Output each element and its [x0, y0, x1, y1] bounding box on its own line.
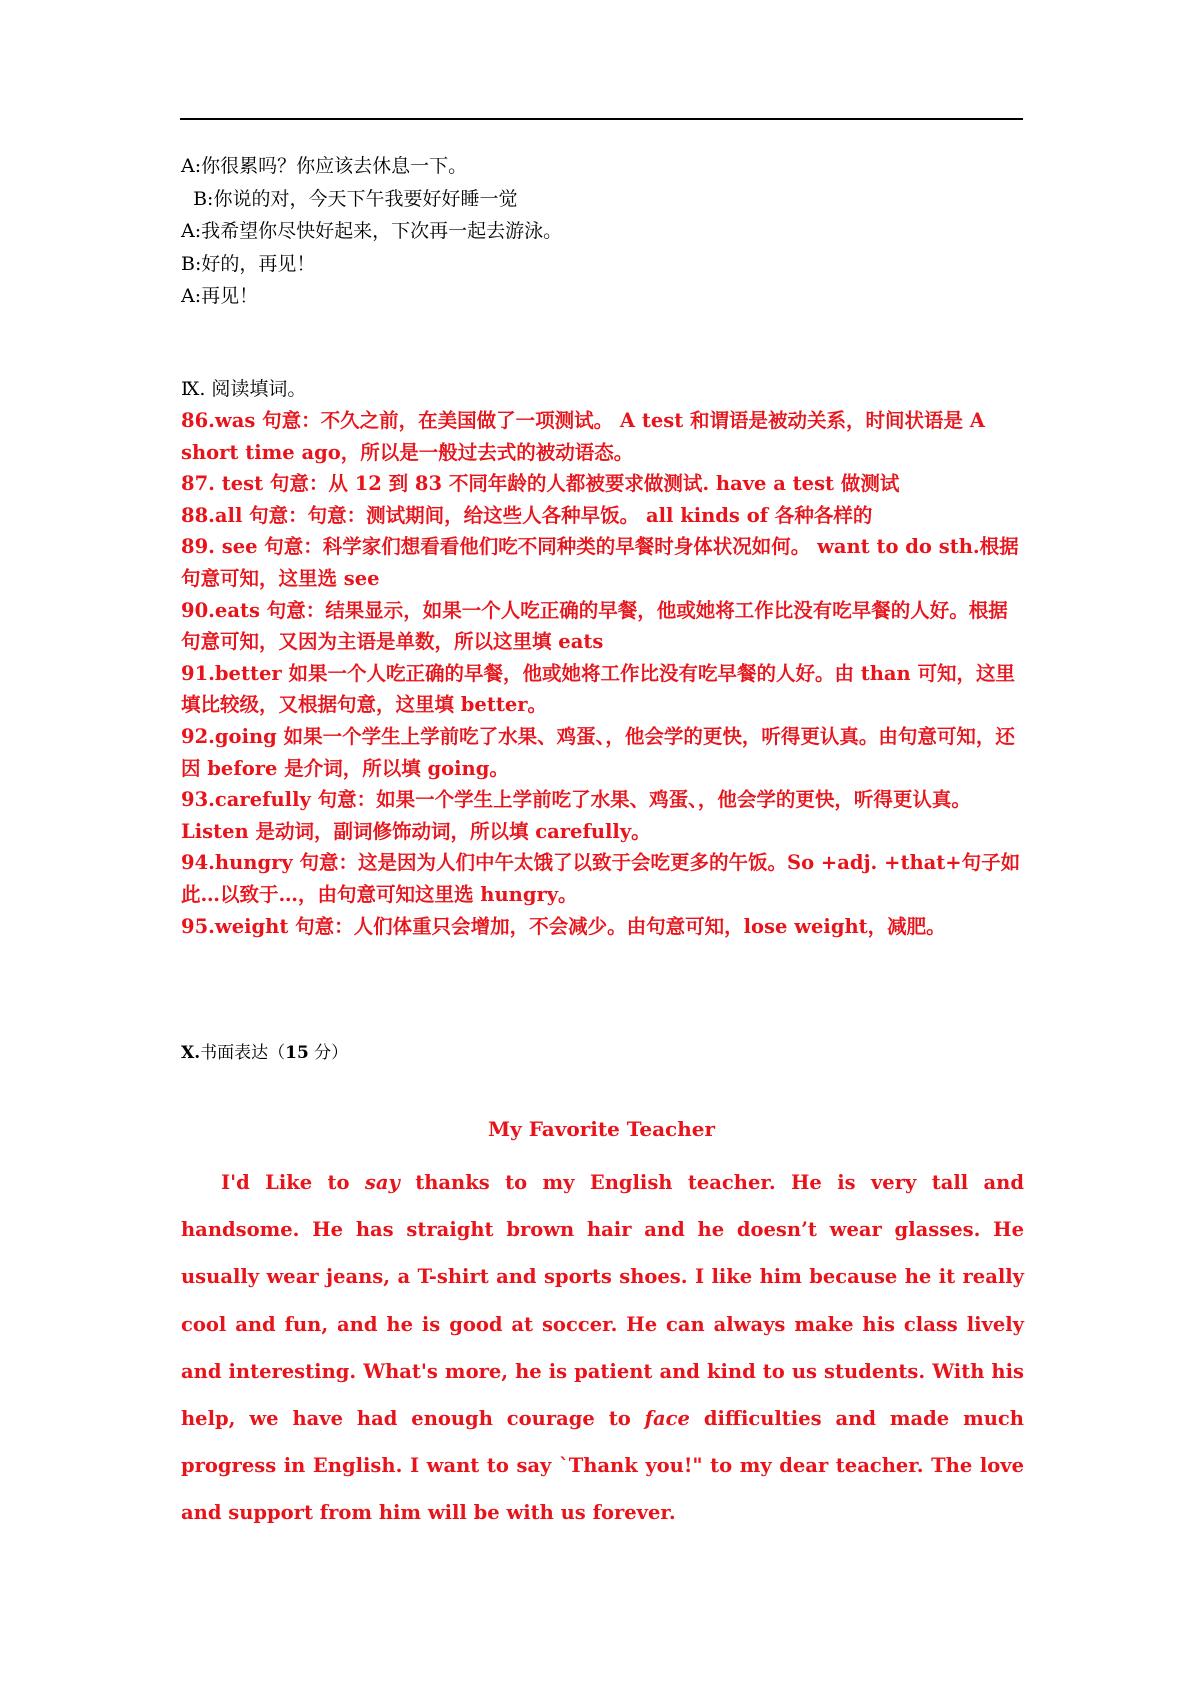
section-10-title: 书面表达（ — [200, 1043, 286, 1063]
answer-95: 95.weight 句意：人们体重只会增加，不会减少。由句意可知，lose weight，减肥。 — [181, 914, 946, 938]
section-10-unit: 分） — [308, 1043, 349, 1063]
dialog-translation — [181, 150, 562, 313]
section-10-heading — [181, 1040, 348, 1066]
answer-94: 94.hungry 句意：这是因为人们中午太饿了以致于会吃更多的午饭。So +adj. +that+句子如此…以致于…，由句意可知这里选 hungry。 — [181, 851, 1021, 906]
section-10-number: X. — [181, 1043, 201, 1063]
dialog-line: A:再见！ — [181, 285, 259, 307]
essay-italic-word: face — [644, 1407, 690, 1431]
dialog-line: B:你说的对，今天下午我要好好睡一觉 — [181, 187, 518, 210]
dialog-line: B:好的，再见！ — [181, 252, 316, 275]
answer-91: 91.better 如果一个人吃正确的早餐，他或她将工作比没有吃早餐的人好。由 than 可知，这里填比较级，又根据句意，这里填 better。 — [181, 661, 1016, 717]
essay-title: My Favorite Teacher — [487, 1117, 716, 1141]
section-9-heading: Ⅸ. 阅读填词。 — [181, 378, 307, 400]
section-9-answers — [181, 405, 1024, 942]
answer-90: 90.eats 句意：结果显示，如果一个人吃正确的早餐，他或她将工作比没有吃早餐的人好。根据句意可知，又因为主语是单数，所以这里填 eats — [181, 598, 1008, 654]
section-10-points: 15 — [285, 1043, 309, 1063]
answer-88: 88.all 句意：句意：测试期间，给这些人各种早饭。 all kinds of 各种各样的 — [181, 503, 873, 527]
essay-text: thanks to my English teacher. He is very tall and handsome. He has straight brown hair and he doesn’t wear glasses. He usually wear jeans, a T-shirt and sports shoes. I like him because he it really cool and fun, and he is good at soccer. He can always make his class lively and interesting. What's more, he is patient and kind to us students. With his help, we have had enough courage to — [181, 1171, 1024, 1431]
answer-86: 86.was 句意：不久之前，在美国做了一项测试。 A test 和谓语是被动关系，时间状语是 A short time ago，所以是一般过去式的被动语态。 — [181, 409, 985, 464]
answer-89: 89. see 句意：科学家们想看看他们吃不同种类的早餐时身体状况如何。 want to do sth.根据句意可知，这里选 see — [181, 535, 1019, 590]
essay-italic-word: say — [364, 1171, 400, 1194]
essay-text: difficulties and made much progress in English. I want to say `Thank you!" to my dear teacher. The love and support from him will be with us forever. — [181, 1407, 1024, 1525]
answer-93: 93.carefully 句意：如果一个学生上学前吃了水果、鸡蛋、，他会学的更快，听得更认真。Listen 是动词，副词修饰动词，所以填 carefully。 — [181, 788, 971, 843]
header-rule — [180, 118, 1023, 120]
essay-body — [181, 1159, 1024, 1537]
answer-87: 87. test 句意：从 12 到 83 不同年龄的人都被要求做测试. have a test 做测试 — [181, 472, 900, 496]
essay-text: I'd Like to — [221, 1171, 365, 1194]
answer-92: 92.going 如果一个学生上学前吃了水果、鸡蛋、，他会学的更快，听得更认真。由句意可知，还因 before 是介词，所以填 going。 — [181, 724, 1015, 780]
dialog-line: A:你很累吗？你应该去休息一下。 — [181, 155, 468, 177]
dialog-line: A:我希望你尽快好起来，下次再一起去游泳。 — [181, 220, 563, 242]
